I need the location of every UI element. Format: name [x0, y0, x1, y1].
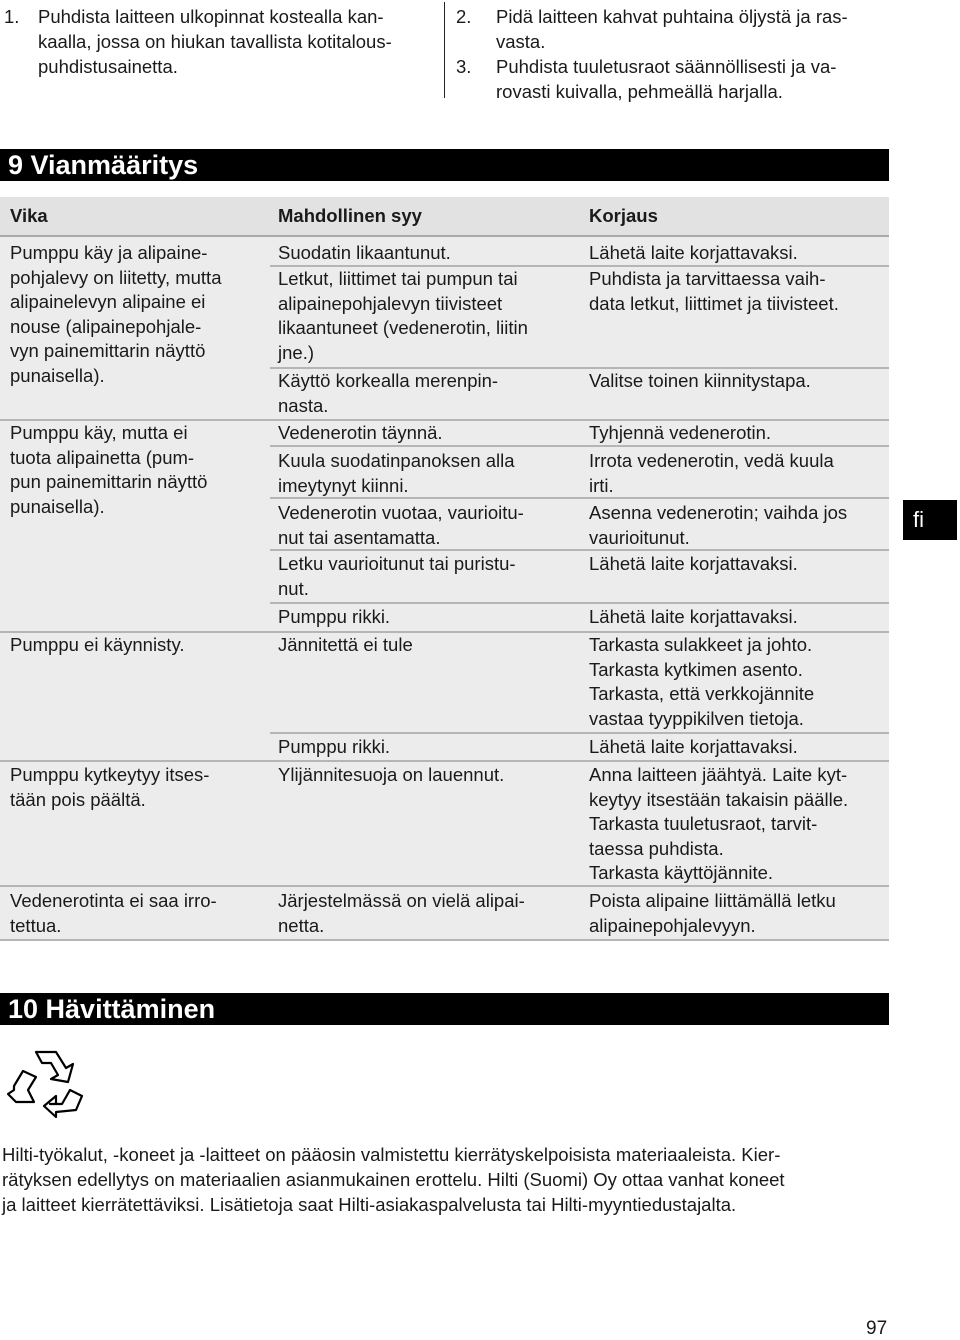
group-divider — [0, 760, 889, 762]
group-divider — [0, 885, 889, 887]
row-divider — [270, 732, 889, 734]
header-vika: Vika — [10, 205, 48, 226]
top-item-2-num: 2. — [456, 6, 472, 27]
section-9-heading: 9 Vianmääritys — [0, 149, 889, 181]
syy-cell: Suodatin likaantunut. — [278, 242, 451, 263]
korjaus-cell: Anna laitteen jäähtyä. Laite kyt- keytyy itsestään takaisin päälle. Tarkasta tuuletusraot, tarvit- taessa puhdista. Tarkasta käyttöjännite. — [589, 764, 849, 883]
korjaus-cell: Lähetä laite korjattavaksi. — [589, 606, 798, 627]
top-item-1-num: 1. — [4, 6, 20, 27]
vika-cell: Pumppu kytkeytyy itses- tään pois päältä. — [10, 764, 210, 810]
korjaus-cell: Lähetä laite korjattavaksi. — [589, 736, 798, 757]
disposal-paragraph: Hilti-työkalut, -koneet ja -laitteet on pääosin valmistettu kierrätyskelpoisista materiaaleista. Kier- rätyksen edellytys on materiaalien asianmukainen erottelu. Hilti (Suomi) Oy ottaa vanhat koneet ja laitteet kierrätettäviksi. Lisätietoja saat Hilti-asiakaspalvelusta tai Hilti-myyntiedustajalta. — [2, 1144, 785, 1215]
vika-cell: Vedenerotinta ei saa irro- tettua. — [10, 890, 217, 936]
syy-cell: Järjestelmässä on vielä alipai- netta. — [278, 890, 525, 936]
syy-cell: Ylijännitesuoja on lauennut. — [278, 764, 505, 785]
header-korjaus: Korjaus — [589, 205, 658, 226]
syy-cell: Pumppu rikki. — [278, 736, 391, 757]
vika-cell: Pumppu käy, mutta ei tuota alipainetta (pum- pun painemittarin näyttö punaisella). — [10, 422, 208, 517]
row-divider — [270, 602, 889, 604]
korjaus-cell: Tarkasta sulakkeet ja johto. Tarkasta kytkimen asento. Tarkasta, että verkkojännite vastaa tyyppikilven tietoja. — [589, 634, 815, 729]
vika-cell: Pumppu ei käynnisty. — [10, 634, 185, 655]
section-10-heading: 10 Hävittäminen — [0, 993, 889, 1025]
top-item-3-num: 3. — [456, 56, 472, 77]
syy-cell: Kuula suodatinpanoksen alla imeytynyt kiinni. — [278, 450, 515, 496]
syy-cell: Jännitettä ei tule — [278, 634, 413, 655]
table-bottom-rule — [0, 939, 889, 941]
header-mahdollinen-syy: Mahdollinen syy — [278, 205, 422, 226]
syy-cell: Vedenerotin täynnä. — [278, 422, 443, 443]
row-divider — [270, 497, 889, 499]
korjaus-cell: Lähetä laite korjattavaksi. — [589, 242, 798, 263]
syy-cell: Käyttö korkealla merenpin- nasta. — [278, 370, 499, 416]
page-number: 97 — [866, 1318, 888, 1339]
column-divider — [444, 2, 445, 98]
syy-cell: Letkut, liittimet tai pumpun tai alipainepohjalevyn tiivisteet likaantuneet (vedenerotin, liitin jne.) — [278, 268, 528, 363]
korjaus-cell: Lähetä laite korjattavaksi. — [589, 553, 798, 574]
table-header — [0, 197, 889, 237]
syy-cell: Pumppu rikki. — [278, 606, 391, 627]
row-divider — [270, 445, 889, 447]
top-item-3-text: Puhdista tuuletusraot säännöllisesti ja va- rovasti kuivalla, pehmeällä harjalla. — [496, 56, 837, 102]
korjaus-cell: Tyhjennä vedenerotin. — [589, 422, 772, 443]
top-item-1-text: Puhdista laitteen ulkopinnat kostealla kan- kaalla, jossa on hiukan tavallista kotitalous- puhdistusainetta. — [38, 6, 392, 77]
syy-cell: Letku vaurioitunut tai puristu- nut. — [278, 553, 516, 599]
troubleshooting-table — [0, 237, 889, 941]
row-divider — [270, 549, 889, 551]
korjaus-cell: Poista alipaine liittämällä letku alipainepohjalevyyn. — [589, 890, 836, 936]
recycle-icon — [6, 1046, 86, 1118]
top-item-2-text: Pidä laitteen kahvat puhtaina öljystä ja ras- vasta. — [496, 6, 848, 52]
korjaus-cell: Puhdista ja tarvittaessa vaih- data letkut, liittimet ja tiivisteet. — [589, 268, 839, 314]
korjaus-cell: Valitse toinen kiinnitystapa. — [589, 370, 811, 391]
language-tab: fi — [903, 500, 957, 540]
syy-cell: Vedenerotin vuotaa, vaurioitu- nut tai asentamatta. — [278, 502, 524, 548]
korjaus-cell: Asenna vedenerotin; vaihda jos vaurioitunut. — [589, 502, 848, 548]
vika-cell: Pumppu käy ja alipaine- pohjalevy on liitetty, mutta alipainelevyn alipaine ei nouse (alipainepohjale- vyn painemittarin näyttö punaisella). — [10, 242, 222, 386]
korjaus-cell: Irrota vedenerotin, vedä kuula irti. — [589, 450, 834, 496]
